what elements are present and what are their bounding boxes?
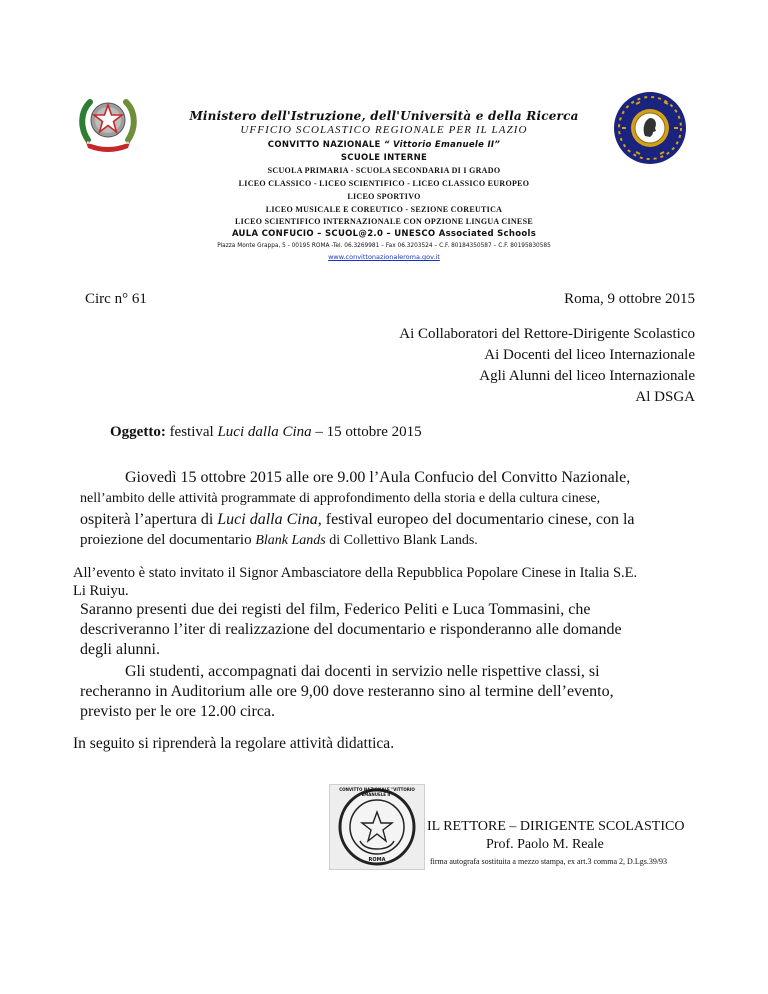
p4-line3: previsto per le ore 12.00 circa. — [80, 703, 276, 720]
line-sportivo: LICEO SPORTIVO — [347, 192, 421, 201]
oggetto-title: Luci dalla Cina — [217, 424, 312, 440]
p1-line3-title: Luci dalla Cina — [217, 511, 318, 528]
p1-line2: nell’ambito delle attività programmate di approfondimento della storia e della cultura cinese, — [80, 491, 601, 506]
p3-line2: descriveranno l’iter di realizzazione del documentario e risponderanno alle domande — [80, 621, 622, 638]
oggetto-post: – 15 ottobre 2015 — [311, 424, 422, 440]
line-aula: AULA CONFUCIO – SCUOL@2.0 – UNESCO Associated Schools — [231, 229, 537, 239]
p3-line3: degli alunni. — [80, 641, 160, 658]
scuole-interne: SCUOLE INTERNE — [340, 153, 428, 163]
p4-line1: Gli studenti, accompagnati dai docenti in servizio nelle rispettive classi, si — [125, 663, 600, 680]
signature-title: IL RETTORE – DIRIGENTE SCOLASTICO — [427, 819, 685, 834]
p1-line4-b: di Collettivo Blank Lands. — [325, 533, 478, 548]
oggetto-line — [110, 422, 422, 443]
p1-line1: Giovedì 15 ottobre 2015 alle ore 9.00 l’Aula Confucio del Convitto Nazionale, — [125, 469, 631, 486]
stamp-text: CONVITTO NAZIONALE "VITTORIO EMANUELE II" — [339, 787, 415, 797]
p1-line3-a: ospiterà l’apertura di — [80, 511, 218, 528]
convitto-name: “ Vittorio Emanuele II” — [383, 140, 501, 150]
recipient: Ai Docenti del liceo Internazionale — [484, 347, 695, 363]
signature-name: Prof. Paolo M. Reale — [486, 837, 604, 852]
recipient: Agli Alunni del liceo Internazionale — [479, 368, 695, 384]
recipient: Al DSGA — [635, 389, 695, 405]
emblem-ribbon-text: REPUBBLICA ITALIANA — [86, 141, 130, 145]
oggetto-pre: festival — [165, 424, 218, 440]
recipient: Ai Collaboratori del Rettore-Dirigente Scolastico — [399, 326, 695, 342]
line-musicale: LICEO MUSICALE E COREUTICO - SEZIONE COREUTICA — [265, 205, 503, 214]
p5: In seguito si riprenderà la regolare attività didattica. — [73, 735, 395, 752]
stamp-city: ROMA — [368, 857, 386, 863]
convitto-title — [0, 140, 768, 150]
ufficio-regionale: UFFICIO SCOLASTICO REGIONALE PER IL LAZIO — [240, 124, 528, 136]
circolare-date: Roma, 9 ottobre 2015 — [564, 291, 695, 307]
p2-line1: All’evento è stato invitato il Signor Ambasciatore della Repubblica Popolare Cinese in Italia S.E. — [73, 565, 638, 581]
p3-line1: Saranno presenti due dei registi del film, Federico Peliti e Luca Tommasini, che — [80, 601, 591, 618]
p1-line3 — [80, 509, 635, 530]
ministry-name: Ministero dell'Istruzione, dell'Università e della Ricerca — [189, 109, 579, 123]
circolare-number: Circ n° 61 — [85, 291, 147, 307]
line-licei: LICEO CLASSICO - LICEO SCIENTIFICO - LICEO CLASSICO EUROPEO — [238, 179, 530, 188]
website-link[interactable]: www.convittonazionaleroma.gov.it — [328, 253, 440, 261]
p2-line2: Li Ruiyu. — [73, 583, 129, 599]
p1-line4-a: proiezione del documentario — [80, 532, 256, 548]
p1-line3-b: , festival europeo del documentario cinese, con la — [317, 511, 635, 528]
p1-line4 — [80, 530, 478, 551]
oggetto-label: Oggetto: — [110, 424, 166, 440]
convitto-label: CONVITTO NAZIONALE — [267, 140, 381, 150]
school-address: Piazza Monte Grappa, 5 - 00195 ROMA -Tel. 06.3269981 – Fax 06.3203524 – C.F. 80184350587 – C.F. 80195830585 — [217, 243, 551, 249]
school-stamp — [329, 784, 425, 870]
p1-line4-title: Blank Lands — [255, 533, 326, 548]
line-internazionale: LICEO SCIENTIFICO INTERNAZIONALE CON OPZIONE LINGUA CINESE — [235, 217, 533, 226]
line-primaria: SCUOLA PRIMARIA - SCUOLA SECONDARIA DI I GRADO — [267, 166, 501, 175]
p4-line2: recheranno in Auditorium alle ore 9,00 dove resteranno sino al termine dell’evento, — [80, 683, 614, 700]
signature-note: firma autografa sostituita a mezzo stampa, ex art.3 comma 2, D.Lgs.39/93 — [430, 857, 668, 866]
